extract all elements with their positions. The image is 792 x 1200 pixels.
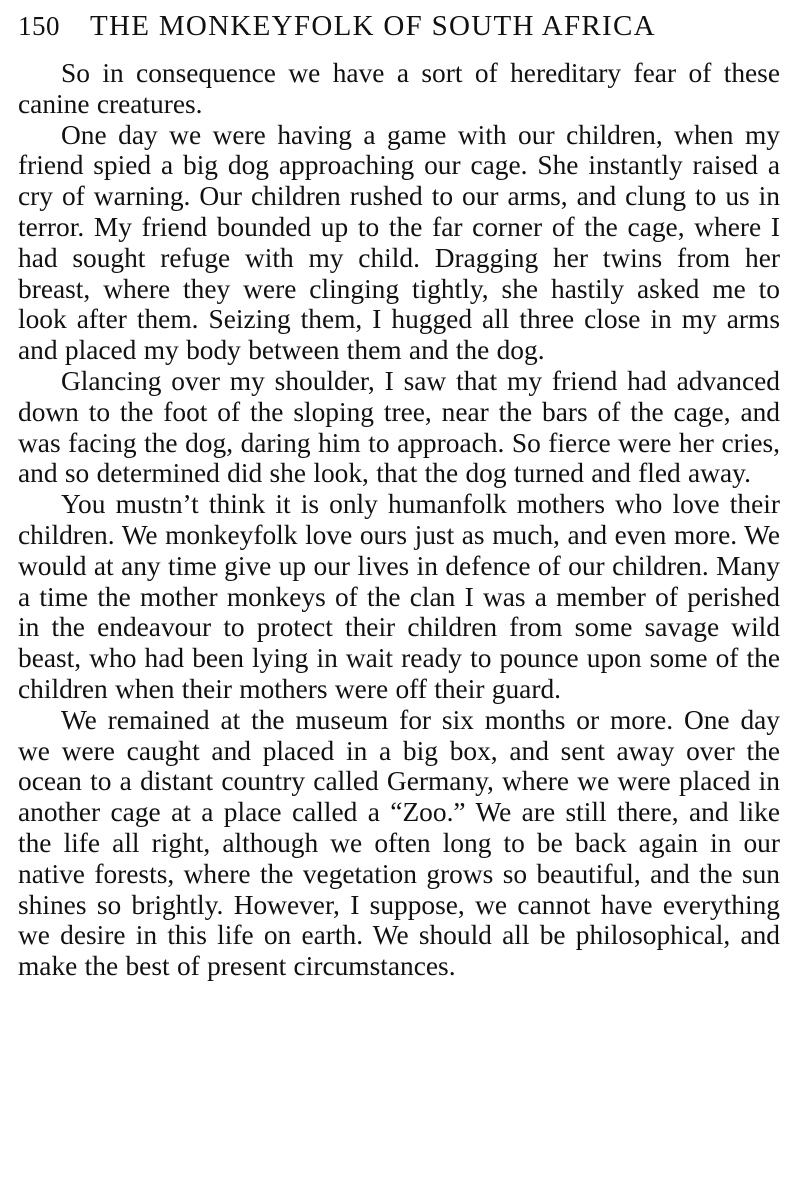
running-head: THE MONKEYFOLK OF SOUTH AFRICA [90, 10, 656, 42]
paragraph: Glancing over my shoulder, I saw that my friend had advanced down to the foot of the sloping tree, near the bars of the cage, and was facing the dog, daring him to approach. So fierce were her cries, and so determined did she look, that the dog turned and fled away. [18, 365, 780, 489]
page-number: 150 [18, 11, 60, 41]
paragraph: You mustn’t think it is only humanfolk mothers who love their children. We monkeyfolk love ours just as much, and even more. We would at any time give up our lives in defence of our children. Many a time the mother monkeys of the clan I was a member of perished in the endeavour to protect their children from some savage wild beast, who had been lying in wait ready to pounce upon some of the children when their mothers were off their guard. [18, 489, 780, 704]
page-header [18, 10, 780, 48]
paragraph: One day we were having a game with our children, when my friend spied a big dog approaching our cage. She instantly raised a cry of warning. Our children rushed to our arms, and clung to us in terror. My friend bounded up to the far corner of the cage, where I had sought refuge with my child. Dragging her twins from her breast, where they were clinging tightly, she hastily asked me to look after them. Seizing them, I hugged all three close in my arms and placed my body between them and the dog. [18, 119, 780, 366]
book-page [18, 10, 780, 982]
body-text [18, 58, 780, 982]
paragraph: We remained at the museum for six months or more. One day we were caught and placed in a big box, and sent away over the ocean to a distant country called Germany, where we were placed in another cage at a place called a “Zoo.” We are still there, and like the life all right, although we often long to be back again in our native forests, where the vegetation grows so beautiful, and the sun shines so brightly. However, I suppose, we cannot have everything we desire in this life on earth. We should all be philosophical, and make the best of present circumstances. [18, 704, 780, 982]
paragraph: So in consequence we have a sort of hereditary fear of these canine creatures. [18, 58, 780, 119]
